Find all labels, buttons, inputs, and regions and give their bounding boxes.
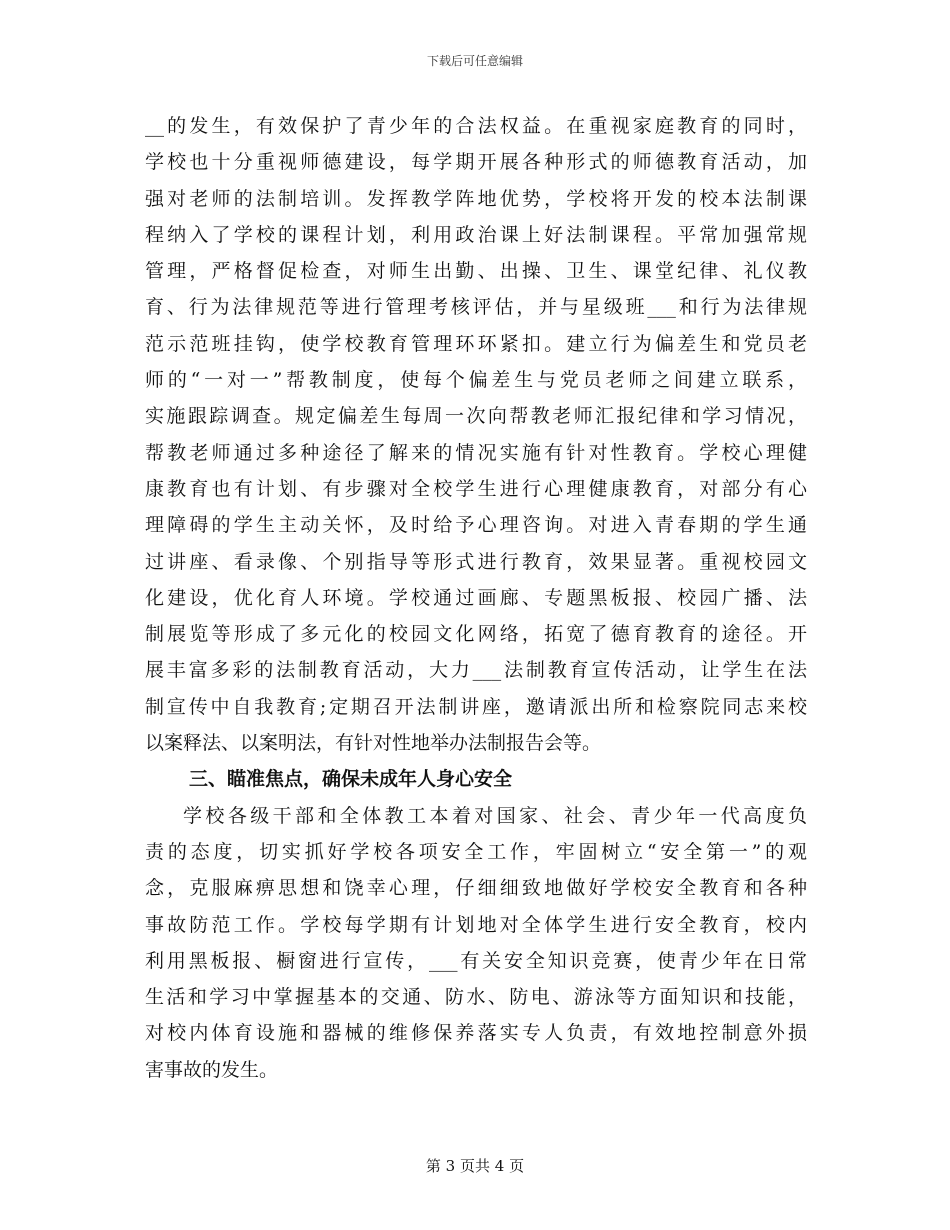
paragraph-line: 以案释法、以案明法，有针对性地举办法制报告会等。 (145, 732, 602, 755)
paragraph-line: 管理，严格督促检查，对师生出勤、出操、卫生、课堂纪律、礼仪教 (145, 260, 807, 283)
paragraph-line: 程纳入了学校的课程计划，利用政治课上好法制课程。平常加强常规 (145, 223, 807, 246)
paragraph-line: 害事故的发生。 (145, 1058, 279, 1081)
paragraph-line: 帮教老师通过多种途径了解来的情况实施有针对性教育。学校心理健 (145, 441, 807, 464)
paragraph-line: 化建设，优化育人环境。学校通过画廊、专题黑板报、校园广播、法 (145, 586, 807, 609)
paragraph-line: 事故防范工作。学校每学期有计划地对全体学生进行安全教育，校内 (145, 913, 807, 936)
paragraph-line: 范示范班挂钩，使学校教育管理环环紧扣。建立行为偏差生和党员老 (145, 332, 807, 355)
paragraph-line: 康教育也有计划、有步骤对全校学生进行心理健康教育，对部分有心 (145, 477, 807, 500)
paragraph-line: 学校各级干部和全体教工本着对国家、社会、青少年一代高度负 (183, 804, 807, 827)
paragraph-line: 念，克服麻痹思想和饶幸心理，仔细细致地做好学校安全教育和各种 (145, 877, 807, 900)
paragraph-line: 学校也十分重视师德建设，每学期开展各种形式的师德教育活动，加 (145, 151, 807, 174)
paragraph-line: 制展览等形成了多元化的校园文化网络，拓宽了德育教育的途径。开 (145, 623, 807, 646)
paragraph-line: 师的“一对一”帮教制度，使每个偏差生与党员老师之间建立联系， (145, 369, 807, 392)
paragraph-line: 利用黑板报、橱窗进行宣传，___有关安全知识竞赛，使青少年在日常 (145, 949, 807, 972)
document-body (145, 108, 807, 1088)
paragraph-line: 对校内体育设施和器械的维修保养落实专人负责，有效地控制意外损 (145, 1022, 807, 1045)
section-heading: 三、瞄准焦点，确保未成年人身心安全 (189, 768, 513, 791)
paragraph-line: 责的态度，切实抓好学校各项安全工作，牢固树立“安全第一”的观 (145, 840, 807, 863)
paragraph-line: 育、行为法律规范等进行管理考核评估，并与星级班___和行为法律规 (145, 296, 807, 319)
paragraph-line: 展丰富多彩的法制教育活动，大力___法制教育宣传活动，让学生在法 (145, 659, 807, 682)
paragraph-line: 生活和学习中掌握基本的交通、防水、防电、游泳等方面知识和技能， (145, 986, 807, 1009)
page-number: 第 3 页共 4 页 (425, 1157, 525, 1175)
page-header: 下载后可任意编辑 (426, 54, 523, 68)
paragraph-line: __的发生，有效保护了青少年的合法权益。在重视家庭教育的同时， (145, 115, 807, 137)
paragraph-line: 实施跟踪调查。规定偏差生每周一次向帮教老师汇报纪律和学习情况， (145, 405, 807, 428)
paragraph-line: 制宣传中自我教育;定期召开法制讲座，邀请派出所和检察院同志来校 (145, 695, 807, 718)
paragraph-line: 过讲座、看录像、个别指导等形式进行教育，效果显著。重视校园文 (145, 550, 807, 573)
paragraph-line: 理障碍的学生主动关怀，及时给予心理咨询。对进入青春期的学生通 (145, 514, 807, 537)
paragraph-line: 强对老师的法制培训。发挥教学阵地优势，学校将开发的校本法制课 (145, 187, 807, 210)
